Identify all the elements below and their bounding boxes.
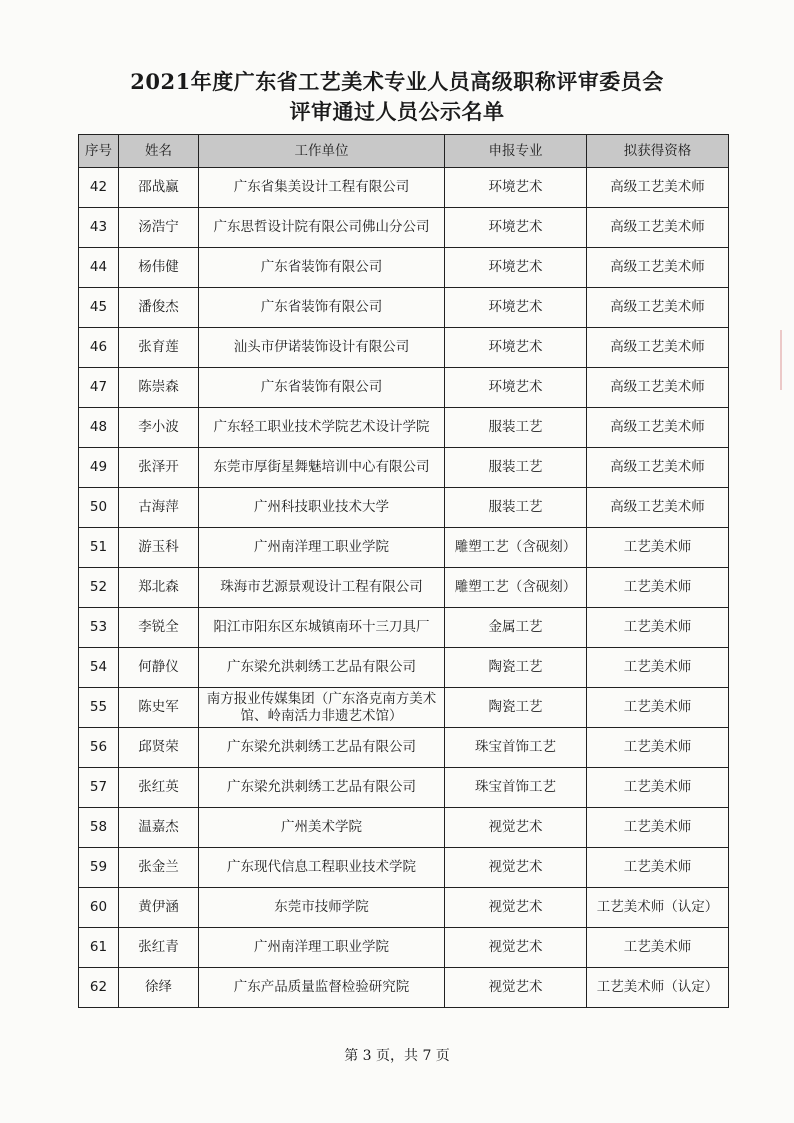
table-row [79, 808, 729, 848]
cell-qualification: 高级工艺美术师 [587, 328, 729, 368]
cell-index: 61 [79, 928, 119, 968]
header-name: 姓名 [119, 135, 199, 168]
cell-specialty: 视觉艺术 [445, 848, 587, 888]
cell-index: 50 [79, 488, 119, 528]
cell-index: 58 [79, 808, 119, 848]
cell-qualification: 高级工艺美术师 [587, 208, 729, 248]
cell-employer: 南方报业传媒集团（广东洛克南方美术馆、岭南活力非遗艺术馆） [199, 688, 445, 728]
cell-employer: 广东省装饰有限公司 [199, 288, 445, 328]
cell-index: 56 [79, 728, 119, 768]
cell-name: 陈崇森 [119, 368, 199, 408]
cell-specialty: 服装工艺 [445, 448, 587, 488]
cell-specialty: 珠宝首饰工艺 [445, 768, 587, 808]
cell-qualification: 工艺美术师 [587, 808, 729, 848]
cell-employer: 广东产品质量监督检验研究院 [199, 968, 445, 1008]
cell-specialty: 陶瓷工艺 [445, 688, 587, 728]
cell-qualification: 工艺美术师 [587, 768, 729, 808]
table-row [79, 528, 729, 568]
table-row [79, 768, 729, 808]
cell-employer: 广东梁允洪刺绣工艺品有限公司 [199, 728, 445, 768]
cell-specialty: 视觉艺术 [445, 928, 587, 968]
table-row [79, 248, 729, 288]
cell-index: 46 [79, 328, 119, 368]
cell-name: 邵战赢 [119, 168, 199, 208]
cell-specialty: 视觉艺术 [445, 968, 587, 1008]
cell-specialty: 环境艺术 [445, 168, 587, 208]
table-row [79, 688, 729, 728]
cell-index: 44 [79, 248, 119, 288]
cell-index: 49 [79, 448, 119, 488]
cell-employer: 珠海市艺源景观设计工程有限公司 [199, 568, 445, 608]
cell-name: 何静仪 [119, 648, 199, 688]
cell-employer: 汕头市伊诺装饰设计有限公司 [199, 328, 445, 368]
cell-name: 李小波 [119, 408, 199, 448]
cell-specialty: 环境艺术 [445, 208, 587, 248]
cell-index: 60 [79, 888, 119, 928]
cell-name: 郑北森 [119, 568, 199, 608]
cell-name: 黄伊涵 [119, 888, 199, 928]
table-body [79, 168, 729, 1008]
table-header-row [79, 135, 729, 168]
cell-specialty: 环境艺术 [445, 368, 587, 408]
table-row [79, 208, 729, 248]
cell-name: 徐绎 [119, 968, 199, 1008]
cell-index: 59 [79, 848, 119, 888]
cell-employer: 广东轻工职业技术学院艺术设计学院 [199, 408, 445, 448]
cell-employer: 广州南洋理工职业学院 [199, 928, 445, 968]
header-specialty: 申报专业 [445, 135, 587, 168]
cell-name: 邱贤荣 [119, 728, 199, 768]
cell-qualification: 工艺美术师 [587, 848, 729, 888]
cell-employer: 广东梁允洪刺绣工艺品有限公司 [199, 768, 445, 808]
cell-specialty: 服装工艺 [445, 488, 587, 528]
cell-qualification: 高级工艺美术师 [587, 408, 729, 448]
cell-index: 54 [79, 648, 119, 688]
cell-index: 62 [79, 968, 119, 1008]
cell-qualification: 高级工艺美术师 [587, 488, 729, 528]
cell-employer: 广东省装饰有限公司 [199, 368, 445, 408]
cell-index: 52 [79, 568, 119, 608]
table-row [79, 328, 729, 368]
cell-specialty: 陶瓷工艺 [445, 648, 587, 688]
cell-name: 张育莲 [119, 328, 199, 368]
cell-name: 古海萍 [119, 488, 199, 528]
cell-index: 53 [79, 608, 119, 648]
cell-specialty: 视觉艺术 [445, 808, 587, 848]
cell-specialty: 雕塑工艺（含砚刻） [445, 568, 587, 608]
table-row [79, 568, 729, 608]
cell-employer: 东莞市技师学院 [199, 888, 445, 928]
cell-qualification: 高级工艺美术师 [587, 448, 729, 488]
cell-qualification: 高级工艺美术师 [587, 368, 729, 408]
table-row [79, 968, 729, 1008]
cell-qualification: 工艺美术师 [587, 648, 729, 688]
cell-qualification: 工艺美术师 [587, 568, 729, 608]
cell-specialty: 金属工艺 [445, 608, 587, 648]
table-row [79, 168, 729, 208]
table-row [79, 608, 729, 648]
roster-table [78, 134, 729, 1008]
cell-employer: 广东省集美设计工程有限公司 [199, 168, 445, 208]
cell-name: 杨伟健 [119, 248, 199, 288]
cell-employer: 东莞市厚街星舞魅培训中心有限公司 [199, 448, 445, 488]
stamp-mark [780, 330, 794, 390]
cell-name: 李锐全 [119, 608, 199, 648]
cell-index: 55 [79, 688, 119, 728]
table-row [79, 848, 729, 888]
cell-name: 汤浩宁 [119, 208, 199, 248]
cell-index: 42 [79, 168, 119, 208]
cell-index: 57 [79, 768, 119, 808]
cell-employer: 广州科技职业技术大学 [199, 488, 445, 528]
cell-specialty: 服装工艺 [445, 408, 587, 448]
cell-name: 游玉科 [119, 528, 199, 568]
cell-name: 张泽开 [119, 448, 199, 488]
page-number: 第 3 页，共 7 页 [344, 1048, 450, 1064]
cell-specialty: 珠宝首饰工艺 [445, 728, 587, 768]
cell-qualification: 工艺美术师 [587, 928, 729, 968]
cell-index: 43 [79, 208, 119, 248]
table-row [79, 488, 729, 528]
table-row [79, 888, 729, 928]
cell-specialty: 环境艺术 [445, 288, 587, 328]
cell-employer: 广东现代信息工程职业技术学院 [199, 848, 445, 888]
document-title: 2021年度广东省工艺美术专业人员高级职称评审委员会 [130, 69, 664, 94]
cell-specialty: 环境艺术 [445, 248, 587, 288]
cell-employer: 广东思哲设计院有限公司佛山分公司 [199, 208, 445, 248]
table-row [79, 648, 729, 688]
cell-qualification: 高级工艺美术师 [587, 248, 729, 288]
header-qualification: 拟获得资格 [587, 135, 729, 168]
cell-name: 潘俊杰 [119, 288, 199, 328]
cell-employer: 广东梁允洪刺绣工艺品有限公司 [199, 648, 445, 688]
table-row [79, 448, 729, 488]
cell-qualification: 高级工艺美术师 [587, 168, 729, 208]
cell-specialty: 雕塑工艺（含砚刻） [445, 528, 587, 568]
cell-qualification: 工艺美术师 [587, 728, 729, 768]
table-row [79, 368, 729, 408]
cell-qualification: 工艺美术师（认定） [587, 968, 729, 1008]
cell-specialty: 视觉艺术 [445, 888, 587, 928]
cell-index: 51 [79, 528, 119, 568]
table-row [79, 408, 729, 448]
cell-index: 47 [79, 368, 119, 408]
cell-employer: 广州美术学院 [199, 808, 445, 848]
cell-name: 张金兰 [119, 848, 199, 888]
cell-index: 45 [79, 288, 119, 328]
cell-qualification: 高级工艺美术师 [587, 288, 729, 328]
table-row [79, 728, 729, 768]
cell-employer: 阳江市阳东区东城镇南环十三刀具厂 [199, 608, 445, 648]
header-employer: 工作单位 [199, 135, 445, 168]
cell-qualification: 工艺美术师 [587, 688, 729, 728]
cell-name: 张红英 [119, 768, 199, 808]
table-row [79, 288, 729, 328]
cell-name: 陈史军 [119, 688, 199, 728]
cell-specialty: 环境艺术 [445, 328, 587, 368]
cell-name: 张红青 [119, 928, 199, 968]
table-row [79, 928, 729, 968]
cell-qualification: 工艺美术师 [587, 608, 729, 648]
cell-employer: 广东省装饰有限公司 [199, 248, 445, 288]
cell-qualification: 工艺美术师（认定） [587, 888, 729, 928]
cell-name: 温嘉杰 [119, 808, 199, 848]
cell-index: 48 [79, 408, 119, 448]
header-index: 序号 [79, 135, 119, 168]
cell-qualification: 工艺美术师 [587, 528, 729, 568]
cell-employer: 广州南洋理工职业学院 [199, 528, 445, 568]
document-subtitle: 评审通过人员公示名单 [289, 99, 505, 124]
